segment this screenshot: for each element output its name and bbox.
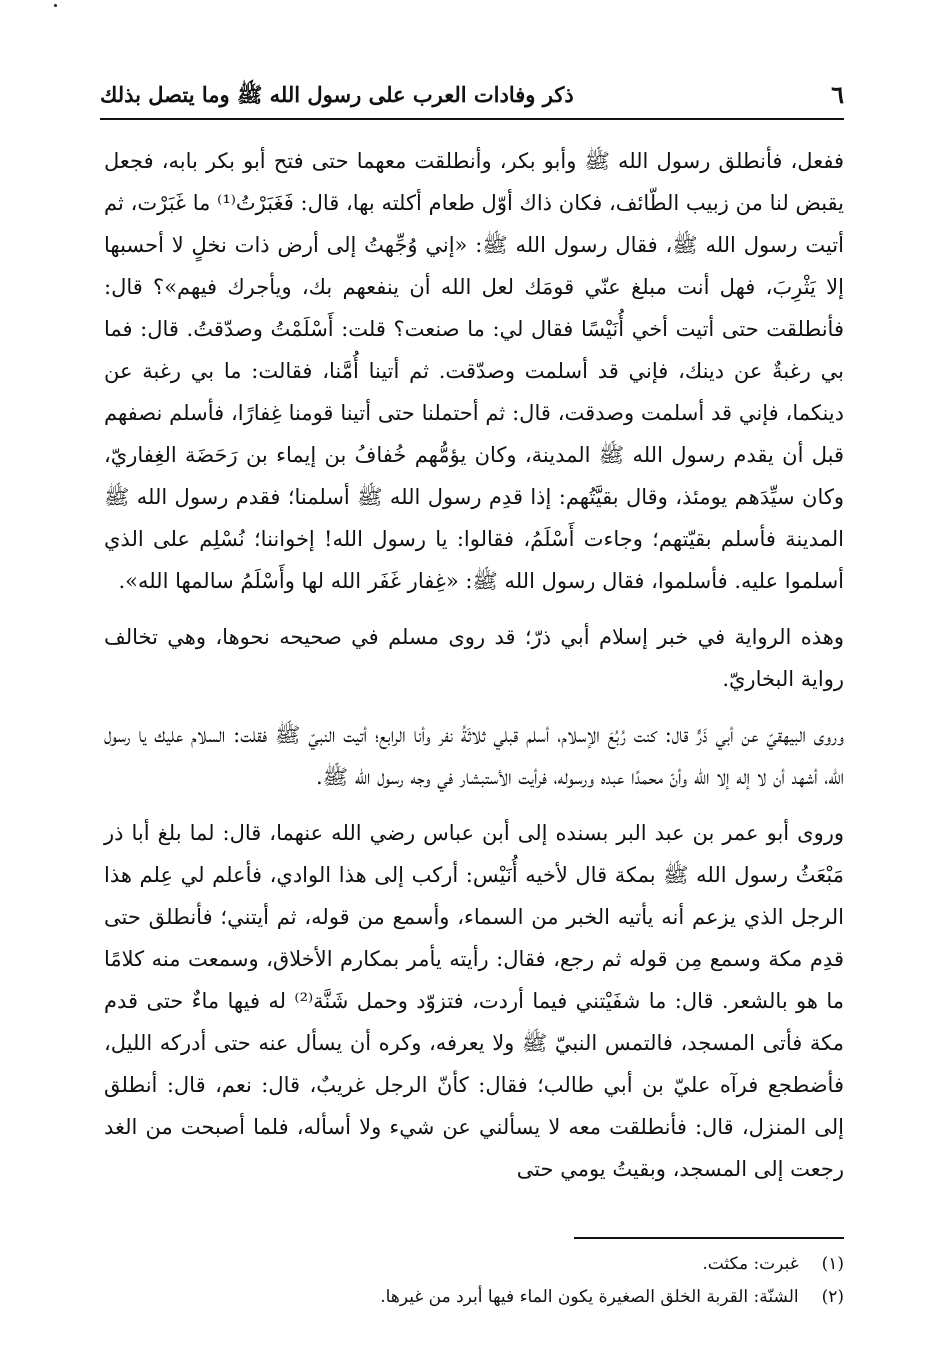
paragraph: وهذه الرواية في خبر إسلام أبي ذرّ؛ قد روى مسلم في صحيحه نحوها، وهي تخالف رواية البخاريّ. [104, 625, 844, 691]
footnote [104, 1248, 844, 1281]
footnote-number: (٢) [821, 1287, 844, 1307]
footnote-text: غبرت: مكثت. [702, 1254, 799, 1274]
footnote [104, 1281, 844, 1314]
footnote-text: الشنّة: القربة الخلق الصغيرة يكون الماء فيها أبرد من غيرها. [380, 1287, 799, 1307]
paragraph: ففعل، فأنطلق رسول الله ﷺ وأبو بكر، وأنطلقت معهما حتى فتح أبو بكر بابه، فجعل يقبض لنا من زبيب الطّائف، فكان ذاك أوّل طعام أكلته بها، قال: فَغَبَرْتُ⁽¹⁾ ما غَبَرْت، ثم أتيت رسول الله ﷺ، فقال رسول الله ﷺ: «إني وُجِّهتُ إلى أرض ذات نخلٍ لا أحسبها إلا يَثْرِبَ، فهل أنت مبلغ عنّي قومَك لعل الله أن ينفعهم بك، ويأجرك فيهم»؟ قال: فأنطلقت حتى أتيت أخي أُنَيْسًا فقال لي: ما صنعت؟ قلت: أَسْلَمْتُ وصدّقتُ. قال: فما بي رغبةٌ عن دينك، فإني قد أسلمت وصدّقت. ثم أتينا أُمَّنا، فقالت: ما بي رغبة عن دينكما، فإني قد أسلمت وصدقت، قال: ثم أحتملنا حتى أتينا قومنا غِفارًا، فأسلم نصفهم قبل أن يقدم رسول الله ﷺ المدينة، وكان يؤمُّهم خُفافُ بن إيماء بن رَحَضَة الغِفاريّ، وكان سيِّدَهم يومئذ، وقال بقيَّتُهم: إذا قدِم رسول الله ﷺ أسلمنا؛ فقدم رسول الله ﷺ المدينة فأسلم بقيّتهم؛ وجاءت أَسْلَمُ، فقالوا: يا رسول الله! إخواننا؛ نُسْلِم على الذي أسلموا عليه. فأسلموا، فقال رسول الله ﷺ: «غِفار غَفَر الله لها وأَسْلَمُ سالمها الله». [104, 149, 845, 593]
page-speck [54, 4, 57, 7]
footnote-divider [574, 1237, 844, 1239]
running-title: ذكر وفادات العرب على رسول الله ﷺ وما يتصل بذلك [100, 82, 574, 107]
paragraph: وروى أبو عمر بن عبد البر بسنده إلى أبن عباس رضي الله عنهما، قال: لما بلغ أبا ذر مَبْعَثُ رسول الله ﷺ بمكة قال لأخيه أُنَيْس: أركب إلى هذا الوادي، فأعلم لي عِلم هذا الرجل الذي يزعم أنه يأتيه الخبر من السماء، وأسمع من قوله، ثم أيتني؛ فأنطلق حتى قدِم مكة وسمع مِن قوله ثم رجع، فقال: رأيته يأمر بمكارم الأخلاق، وسمعت منه كلامًا ما هو بالشعر. قال: ما شفَيْتني فيما أردت، فتزوّد وحمل شَنَّة⁽²⁾ له فيها ماءٌ حتى قدم مكة فأتى المسجد، فالتمس النبيّ ﷺ ولا يعرفه، وكره أن يسأل عنه حتى أدركه الليل، فأضطجع فرآه عليّ بن أبي طالب؛ فقال: كأنّ الرجل غريبٌ، قال: نعم، قال: أنطلق إلى المنزل، قال: فأنطلقت معه لا يسألني عن شيء ولا أسأله، فلما أصبحت من الغد رجعت إلى المسجد، وبقيتُ يومي حتى [104, 821, 845, 1181]
page-number: ٦ [831, 80, 844, 109]
page-header [100, 78, 844, 120]
main-text [104, 140, 844, 1190]
footnotes [104, 1248, 844, 1314]
footnote-number: (١) [821, 1254, 844, 1274]
paragraph: وروى البيهقيّ عن أبي ذَرٍّ قال: كنت رُبُعَ الإسلام، أسلم قبلي ثلاثَةُ نفر وأنا الرابع؛ أتيت النبيّ ﷺ فقلت: السلام عليك يا رسول الله، أشهد أن لا إله إلا الله وأنّ محمدًا عبده ورسوله، فرأيت الأستبشار في وجه رسول الله ﷺ. [104, 723, 844, 789]
